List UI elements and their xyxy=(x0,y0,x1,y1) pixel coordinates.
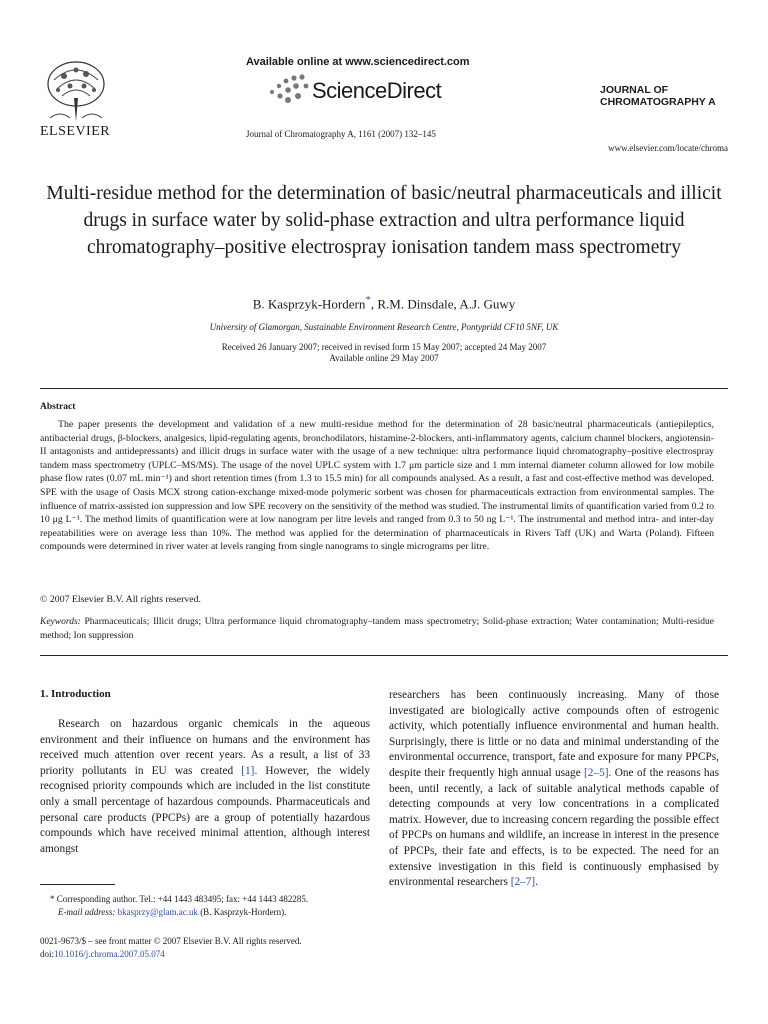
intro-right-column xyxy=(389,688,719,891)
authors-rest: , R.M. Dinsdale, A.J. Guwy xyxy=(370,296,516,312)
doi-link[interactable]: 10.1016/j.chroma.2007.05.074 xyxy=(54,948,165,959)
section-heading-introduction: 1. Introduction xyxy=(40,688,111,700)
abstract-heading: Abstract xyxy=(40,402,76,412)
intro-left-text-a: Research on hazardous organic chemicals in the aqueous environment and their influence on humans and the environment has received much attention over recent years. As a result, a list of 33 priority pollutants in EU was created xyxy=(40,718,370,777)
citation-link[interactable]: [1] xyxy=(241,764,255,777)
doi-line xyxy=(40,948,370,961)
footnote-rule xyxy=(40,884,115,885)
received-dates: Received 26 January 2007; received in revised form 15 May 2007; accepted 24 May 2007 xyxy=(221,342,547,352)
available-online: Available online at www.sciencedirect.com xyxy=(246,56,470,68)
sciencedirect-dots-icon xyxy=(266,72,316,106)
intro-right-text-c: . xyxy=(535,876,539,889)
footnote-email-line xyxy=(40,906,370,919)
doi-label: doi: xyxy=(40,948,55,959)
affiliation: University of Glamorgan, Sustainable Environment Research Centre, Pontypridd CF10 5NF, UK xyxy=(209,322,559,332)
intro-left-column xyxy=(40,717,370,857)
journal-name-line2: CHROMATOGRAPHY A xyxy=(600,96,716,108)
divider-top xyxy=(40,388,728,389)
citation-link[interactable]: [2–5] xyxy=(584,766,609,779)
available-date: Available online 29 May 2007 xyxy=(329,353,439,363)
authors xyxy=(40,294,728,312)
citation-link[interactable]: [2–7] xyxy=(510,876,536,889)
article-title: Multi-residue method for the determination of basic/neutral pharmaceuticals and illicit drugs in surface water by solid-phase extraction and ultra performance liquid chromatography–positive electrospray ionisation tandem mass spectrometry xyxy=(46,183,722,258)
footnote-contact: Corresponding author. Tel.: +44 1443 483495; fax: +44 1443 482285. xyxy=(54,894,309,904)
footnote xyxy=(40,893,370,918)
journal-name xyxy=(600,84,730,108)
email-link[interactable]: bkasprzy@glam.ac.uk xyxy=(117,906,198,917)
email-rest: (B. Kasprzyk-Hordern). xyxy=(197,906,287,917)
keywords-list: Pharmaceuticals; Illicit drugs; Ultra performance liquid chromatography–tandem mass spectrometry; Solid-phase extraction; Water contamination; Multi-residue method; Ion suppression xyxy=(40,617,714,641)
intro-right-text-a: researchers has been continuously increasing. Many of those investigated are biologically active compounds often of estrogenic activity, which potentially influence environmental and human health. Surprisingly, there is little or no data and minimal understanding of the environmental occurrence, transport, fate and exposure for many PPCPs, despite their frequently high annual usage xyxy=(389,689,719,779)
journal-name-line1: JOURNAL OF xyxy=(600,84,669,96)
footnote-author-line xyxy=(40,893,370,906)
intro-right-text-b: . One of the reasons has been, until recently, a lack of suitable analytical methods capable of detecting compounds at very low concentrations in a complicated matrix. However, due to increasing concern regarding the possible effect of PPCPs on humans and wildlife, an increase in interest in the presence of PPCPs, their fate and effects, is to be expected. The need for an extensive investigation in this field is continuously emphasised by environmental researchers xyxy=(389,766,719,889)
author-first: B. Kasprzyk-Hordern xyxy=(252,296,366,312)
corresponding-author-mark[interactable]: * xyxy=(365,294,371,306)
sciencedirect-wordmark: ScienceDirect xyxy=(312,78,442,103)
article-dates xyxy=(40,342,728,364)
abstract-body: The paper presents the development and validation of a new multi-residue method for the determination of 28 basic/neutral pharmaceuticals (antiepileptics, antibacterial drugs, β-blockers, analgesics, lipid-regulating agents, bronchodilators, histamine-2-blockers, anti-inflammatory agents, calcium channel blockers, angiotensin-II antagonists and antidepressants) and illicit drugs in surface water with the usage of a new technique: ultra performance liquid chromatography–positive electrospray tandem mass spectrometry (UPLC–MS/MS). The usage of the novel UPLC system with 1.7 μm particle size and 1 mm internal diameter column allowed for low mobile phase flow rates (0.07 mL min⁻¹) and short retention times (from 1.3 to 15.5 min) for all compounds analysed. As a result, a fast and cost-effective method was developed. SPE with the usage of Oasis MCX strong cation-exchange mixed-mode polymeric sorbent was chosen for pharmaceuticals extraction from environmental samples. The influence of matrix-assisted ion suppression and low SPE recovery on the sensitivity of the method was studied. The instrumental limits of quantification varied from 0.2 to 10 μg L⁻¹. The method limits of quantification were at low nanogram per litre levels and ranged from 0.3 to 50 ng L⁻¹. The instrumental and method intra- and inter-day repeatabilities were on average less than 10%. The method was applied for the determination of pharmaceuticals in Rivers Taff (UK) and Warta (Poland). Fifteen compounds were determined in river water at levels ranging from single nanograms to single micrograms per litre. xyxy=(40,419,714,553)
footnote-star: * xyxy=(50,894,55,904)
publisher-name: ELSEVIER xyxy=(40,124,111,139)
intro-left-text-b: . However, the widely recognised priority compounds which are included in the list constitute only a small percentage of hazardous compounds. Pharmaceuticals and personal care products (PPCPs) are a group of potentially hazardous compounds which have received minimal attention, although interest amongst xyxy=(40,764,370,855)
journal-reference: Journal of Chromatography A, 1161 (2007) 132–145 xyxy=(246,129,436,139)
journal-url[interactable]: www.elsevier.com/locate/chroma xyxy=(608,143,728,153)
issn-line: 0021-9673/$ – see front matter © 2007 Elsevier B.V. All rights reserved. xyxy=(40,936,302,946)
keywords xyxy=(40,616,714,643)
divider-bottom xyxy=(40,655,728,656)
email-label: E-mail address: xyxy=(58,906,116,917)
keywords-label: Keywords: xyxy=(40,617,81,627)
abstract-copyright: © 2007 Elsevier B.V. All rights reserved. xyxy=(40,594,201,605)
issn-block xyxy=(40,935,370,960)
